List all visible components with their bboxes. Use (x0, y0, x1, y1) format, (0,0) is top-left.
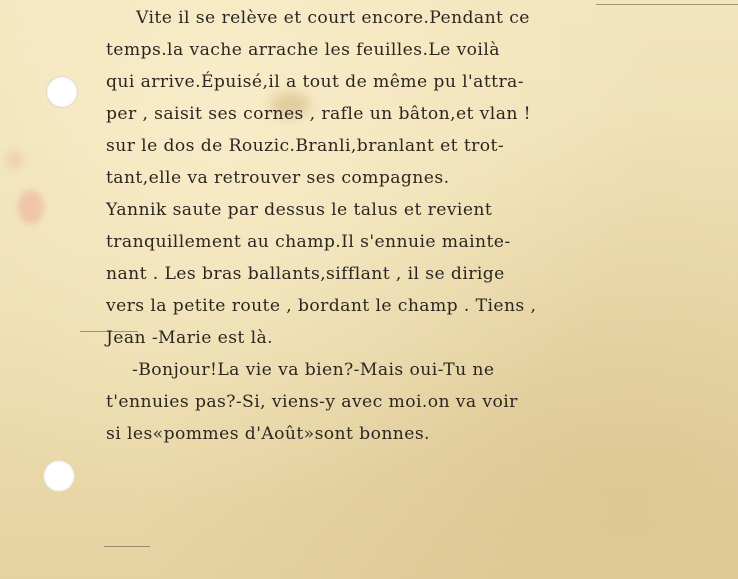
punch-hole (43, 460, 75, 492)
text-line: si les«pommes d'Août»sont bonnes. (106, 424, 430, 444)
text-line: vers la petite route , bordant le champ . Tiens , (106, 296, 537, 316)
text-line: tranquillement au champ.Il s'ennuie mainte- (106, 232, 511, 252)
text-line: t'ennuies pas?-Si, viens-y avec moi.on va voir (106, 392, 518, 412)
punch-hole (46, 76, 78, 108)
text-line: Vite il se relève et court encore.Pendant ce (136, 8, 530, 28)
text-line: tant,elle va retrouver ses compagnes. (106, 168, 450, 188)
text-line: -Bonjour!La vie va bien?-Mais oui-Tu ne (132, 360, 495, 380)
text-line: temps.la vache arrache les feuilles.Le voilà (106, 40, 500, 60)
text-line: Yannik saute par dessus le talus et revient (106, 200, 493, 220)
text-line: per , saisit ses cornes , rafle un bâton,et vlan ! (106, 104, 531, 124)
text-line: sur le dos de Rouzic.Branli,branlant et trot- (106, 136, 505, 156)
text-line: qui arrive.Épuisé,il a tout de même pu l'attra- (106, 72, 524, 92)
pink-stain (6, 150, 24, 170)
faint-rule (596, 4, 738, 5)
pink-stain (18, 190, 44, 224)
text-line: Jean -Marie est là. (106, 328, 274, 348)
text-line: nant . Les bras ballants,sifflant , il se dirige (106, 264, 505, 284)
faint-rule (104, 546, 150, 547)
